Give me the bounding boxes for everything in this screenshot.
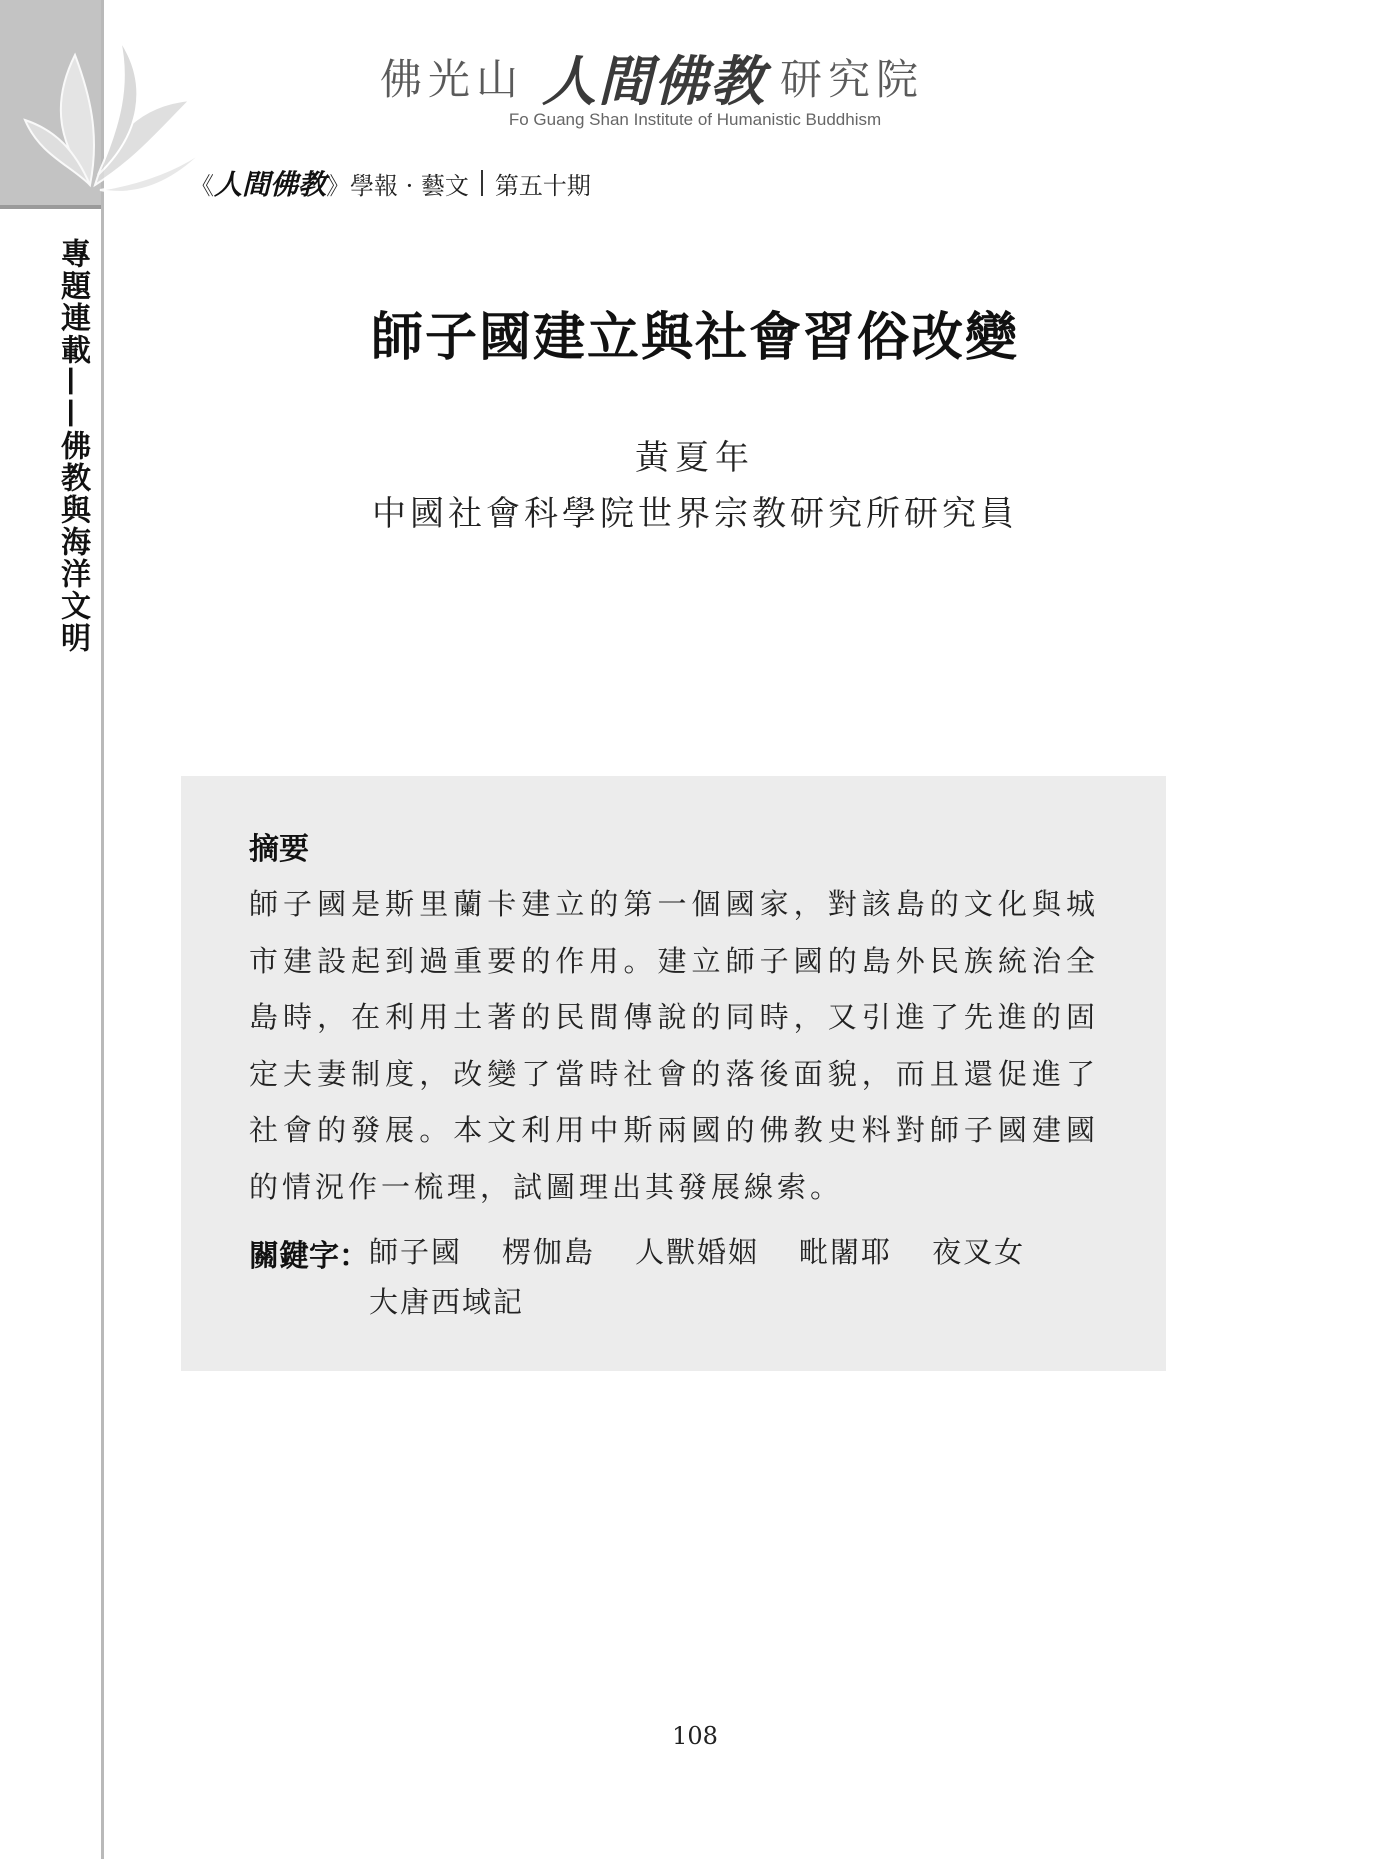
journal-section: 》學報 · 藝文 — [326, 171, 469, 200]
keywords-label: 關鍵字： — [249, 1239, 369, 1274]
keyword-item: 大唐西域記 — [369, 1285, 525, 1319]
institute-suffix: 研究院 — [780, 55, 925, 104]
journal-open-bracket: 《 — [190, 171, 214, 200]
journal-separator — [481, 170, 483, 196]
keyword-item: 楞伽島 — [502, 1235, 596, 1269]
keyword-item: 夜叉女 — [932, 1235, 1026, 1269]
institute-prefix: 佛光山 — [380, 55, 525, 104]
institute-english-name: Fo Guang Shan Institute of Humanistic Buddhism — [508, 110, 882, 129]
keyword-item: 人獸婚姻 — [635, 1235, 760, 1269]
author-affiliation: 中國社會科學院世界宗教研究所研究員 — [372, 494, 1018, 534]
paper-title: 師子國建立與社會習俗改變 — [370, 307, 1019, 368]
journal-issue: 第五十期 — [494, 171, 591, 200]
abstract-body: 師子國是斯里蘭卡建立的第一個國家，對該島的文化與城市建設起到過重要的作用。建立師子國的島外民族統治全島時，在利用土著的民間傳說的同時，又引進了先進的固定夫妻制度，改變了當時社會的落後面貌，而且還促進了社會的發展。本文利用中斯兩國的佛教史料對師子國建國的情況作一梳理，試圖理出其發展線索。 — [249, 887, 1099, 1204]
abstract-heading: 摘要 — [249, 832, 309, 867]
vertical-section-title: 專題連載——佛教與海洋文明 — [55, 238, 90, 654]
author-name: 黃夏年 — [635, 438, 755, 478]
institute-logo — [380, 42, 1000, 112]
journal-running-head — [190, 163, 591, 203]
journal-calligraphy: 人間佛教 — [214, 168, 327, 201]
institute-calligraphy: 人間佛教 — [542, 48, 767, 113]
lotus-logo-icon — [20, 25, 210, 215]
keyword-item: 師子國 — [369, 1235, 463, 1269]
page-number: 108 — [672, 1722, 718, 1750]
keyword-item: 毗闍耶 — [799, 1235, 893, 1269]
keywords-row — [249, 1231, 1109, 1327]
abstract-box — [181, 776, 1166, 1371]
keywords-list — [369, 1227, 1069, 1327]
